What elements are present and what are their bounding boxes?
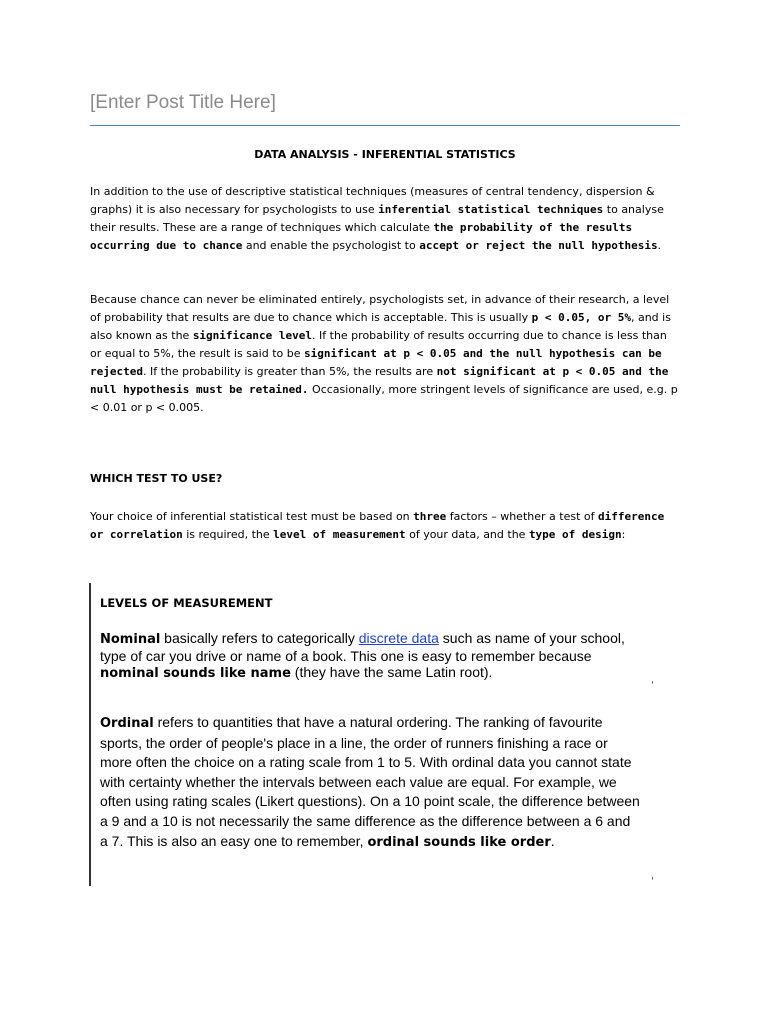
stray-mark: ' bbox=[651, 876, 654, 887]
quote-box-border bbox=[89, 583, 91, 886]
ordinal-paragraph: Ordinal refers to quantities that have a natural ordering. The ranking of favourite sports, the order of people's place in a line, the order of runners finishing a race or more often the choice on a rating scale from 1 to 5. With ordinal data you cannot state with certainty whether the intervals between each value are equal. For example, we often using rating scales (Likert questions). On a 10 point scale, the difference between a 9 and a 10 is not necessarily the same difference as the difference between a 6 and a 7. This is also an easy one to remember, ordinal sounds like order. bbox=[100, 714, 640, 850]
nominal-paragraph: Nominal basically refers to categorically discrete data such as name of your school, type of car you drive or name of a book. This one is easy to remember because nominal sounds like name (they have the same Latin root). bbox=[100, 630, 625, 681]
levels-heading: LEVELS OF MEASUREMENT bbox=[100, 596, 273, 610]
significance-paragraph: Because chance can never be eliminated entirely, psychologists set, in advance of their research, a level of probability that results are due to chance which is acceptable. This is usually p < 0.05, or 5%, and is also known as the significance level. If the probability of results occurring due to chance is less than or equal to 5%, the result is said to be significant at p < 0.05 and the null hypothesis can be rejected. If the probability is greater than 5%, the results are not significant at p < 0.05 and the null hypothesis must be retained. Occasionally, more stringent levels of significance are used, e.g. p < 0.01 or p < 0.005. bbox=[90, 293, 678, 414]
which-test-heading: WHICH TEST TO USE? bbox=[90, 472, 223, 485]
test-choice-paragraph: Your choice of inferential statistical test must be based on three factors – whether a test of difference or correlation is required, the level of measurement of your data, and the type of design: bbox=[90, 510, 665, 541]
page-title[interactable]: [Enter Post Title Here] bbox=[90, 92, 276, 113]
stray-mark: ' bbox=[651, 680, 654, 691]
title-divider bbox=[90, 125, 680, 126]
document-heading: DATA ANALYSIS - INFERENTIAL STATISTICS bbox=[254, 148, 516, 161]
discrete-data-link[interactable]: discrete data bbox=[358, 630, 439, 646]
intro-paragraph: In addition to the use of descriptive statistical techniques (measures of central tendency, dispersion & graphs) it is also necessary for psychologists to use inferential statistical techniques to analyse their results. These are a range of techniques which calculate the probability of the results occurring due to chance and enable the psychologist to accept or reject the null hypothesis. bbox=[90, 185, 664, 252]
